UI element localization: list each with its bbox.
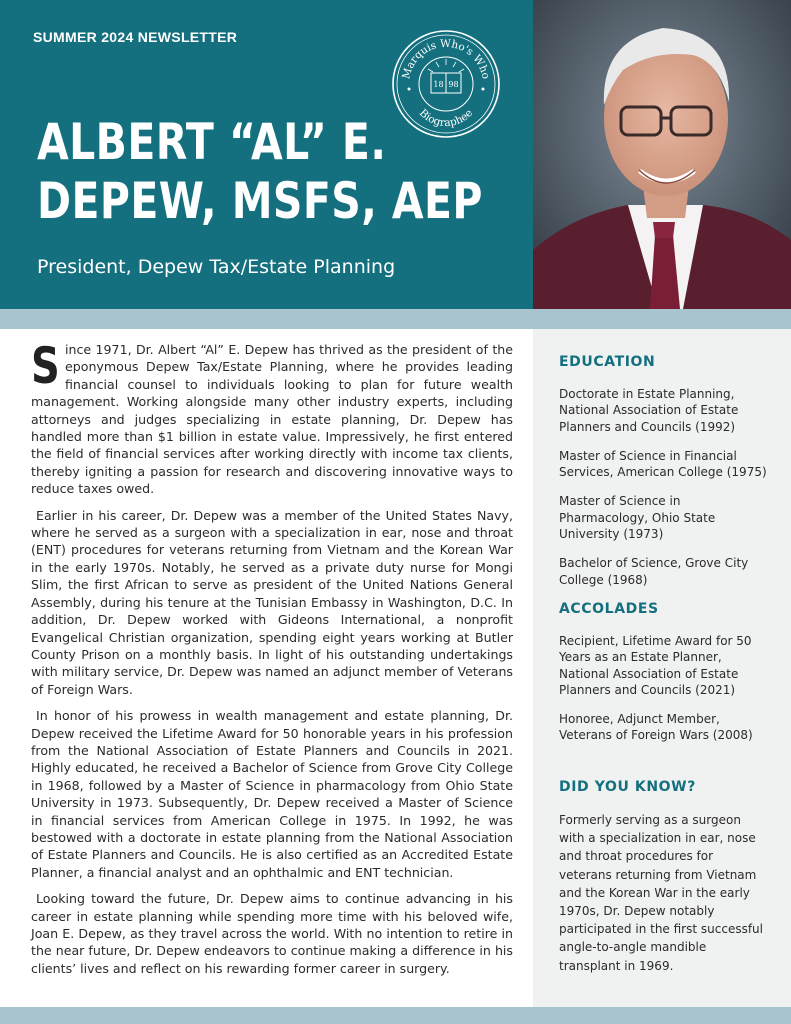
- article-body: [31, 337, 513, 986]
- article-paragraph: Earlier in his career, Dr. Depew was a member of the United States Navy, where he served as a surgeon with a specialization in ear, nose and throat (ENT) procedures for veterans returning from Vietnam and the Korean War in the early 1970s. Notably, he served as a private duty nurse for Mongi Slim, the first African to serve as president of the United Nations General Assembly, during his tenure at the Tunisian Embassy in Washington, D.C. In addition, Dr. Depew worked with Gideons International, a nonprofit Evangelical Christian organization, spending eight years working at Butler County Prison on a monthly basis. In light of his outstanding undertakings with military service, Dr. Depew was named an adjunct member of Veterans of Foreign Wars.: [31, 507, 513, 697]
- drop-cap: S: [31, 337, 60, 395]
- article-paragraph: [31, 337, 513, 498]
- accolades-section: [559, 601, 769, 757]
- education-item: Master of Science in Pharmacology, Ohio State University (1973): [559, 494, 716, 542]
- education-item: Bachelor of Science, Grove City College (1968): [559, 556, 749, 587]
- accolade-item: Recipient, Lifetime Award for 50 Years as an Estate Planner, National Association of Estate Planners and Councils (2021): [559, 634, 752, 697]
- education-heading: EDUCATION: [559, 354, 656, 370]
- header-banner: [0, 0, 533, 309]
- seal-top-text: Marquis Who's Who: [400, 37, 492, 81]
- seal-bottom-text: Biographee: [416, 107, 476, 130]
- paragraph-text: ince 1971, Dr. Albert “Al” E. Depew has thrived as the president of the eponymous Depew Tax/Estate Planning, where he provides leading financial counsel to individuals looking to plan for future wealth management. Working alongside many other industry experts, including attorneys and judges specializing in estate planning, Dr. Depew has handled more than $1 billion in estate value. Impressively, he first entered the field of financial services after working directly with income tax clients, thereby igniting a passion for research and discovering innovative ways to reduce taxes owed.: [31, 342, 513, 497]
- education-item: Doctorate in Estate Planning, National Association of Estate Planners and Councils (1992): [559, 387, 739, 434]
- did-you-know-heading: DID YOU KNOW?: [559, 779, 696, 795]
- education-section: [559, 354, 769, 601]
- seal-year-right: 98: [448, 80, 459, 89]
- job-title: President, Depew Tax/Estate Planning: [37, 256, 396, 278]
- name-line-1: ALBERT “AL” E.: [37, 113, 387, 171]
- did-you-know-section: [559, 779, 769, 975]
- did-you-know-text: Formerly serving as a surgeon with a specialization in ear, nose and throat procedures for veterans returning from Vietnam and the Korean War in the early 1970s, Dr. Depew notably participated in the first successful angle-to-angle mandible transplant in 1969.: [559, 813, 763, 973]
- newsletter-label: SUMMER 2024 NEWSLETTER: [33, 29, 238, 45]
- education-item: Master of Science in Financial Services, American College (1975): [559, 448, 767, 480]
- seal-year-left: 18: [433, 80, 444, 89]
- name-line-2: DEPEW, MSFS, AEP: [37, 172, 483, 230]
- article-paragraph: In honor of his prowess in wealth management and estate planning, Dr. Depew received the Lifetime Award for 50 honorable years in his profession from the National Association of Estate Planners and Councils in 2021. Highly educated, he received a Bachelor of Science from Grove City College in 1968, followed by a Master of Science in pharmacology from Ohio State University in 1973. Subsequently, Dr. Depew received a Master of Science in financial services from American College in 1975. In 1992, he was bestowed with a doctorate in estate planning from the National Association of Estate Planners and Councils. He is also certified as an Accredited Estate Planner, a financial analyst and an ophthalmic and ENT technician.: [31, 708, 513, 880]
- divider-band: [0, 309, 791, 329]
- footer-band: [0, 1007, 791, 1024]
- article-paragraph: Looking toward the future, Dr. Depew aims to continue advancing in his career in estate planning while spending more time with his beloved wife, Joan E. Depew, as they travel across the world. With no intention to retire in the near future, Dr. Depew endeavors to continue making a difference in his clients’ lives and reflect on his rewarding former career in surgery.: [31, 891, 513, 976]
- accolades-heading: ACCOLADES: [559, 601, 659, 617]
- accolade-item: Honoree, Adjunct Member, Veterans of Foreign Wars (2008): [559, 712, 753, 743]
- portrait-photo: [533, 0, 791, 309]
